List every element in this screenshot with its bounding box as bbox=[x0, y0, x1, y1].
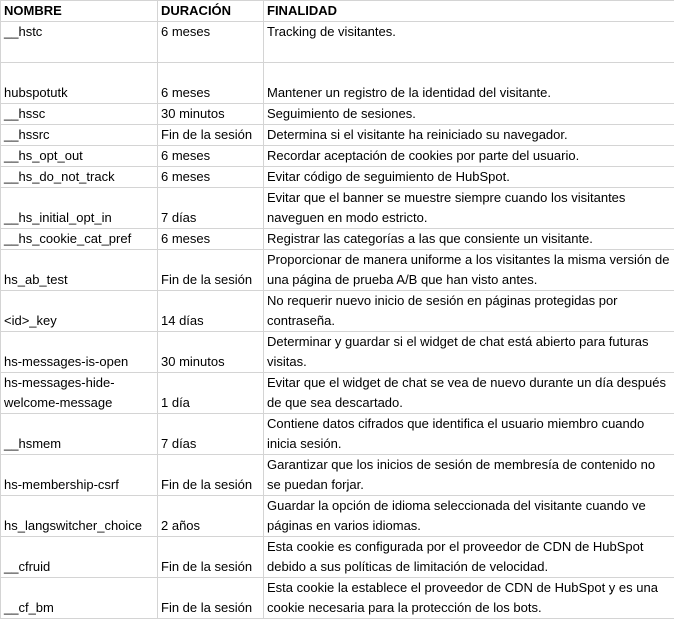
cell-purpose: Evitar que el widget de chat se vea de nuevo durante un día después de que sea descartado. bbox=[264, 373, 674, 414]
cell-duration: 14 días bbox=[158, 291, 264, 332]
cell-duration: 6 meses bbox=[158, 229, 264, 250]
table-row bbox=[1, 578, 674, 619]
cell-duration: 6 meses bbox=[158, 167, 264, 188]
table-row bbox=[1, 146, 674, 167]
cell-duration: 1 día bbox=[158, 373, 264, 414]
cell-purpose: Determina si el visitante ha reiniciado su navegador. bbox=[264, 125, 674, 146]
cell-duration: Fin de la sesión bbox=[158, 537, 264, 578]
cell-purpose: Esta cookie la establece el proveedor de CDN de HubSpot y es una cookie necesaria para la protección de los bots. bbox=[264, 578, 674, 619]
cell-name: __hssc bbox=[1, 104, 158, 125]
cell-purpose: Determinar y guardar si el widget de chat está abierto para futuras visitas. bbox=[264, 332, 674, 373]
cell-name: __hssrc bbox=[1, 125, 158, 146]
cell-duration: Fin de la sesión bbox=[158, 578, 264, 619]
cell-purpose: Tracking de visitantes. bbox=[264, 22, 674, 63]
cell-name: __hsmem bbox=[1, 414, 158, 455]
cell-purpose: Garantizar que los inicios de sesión de membresía de contenido no se puedan forjar. bbox=[264, 455, 674, 496]
table-row bbox=[1, 22, 674, 63]
cell-name: __hs_do_not_track bbox=[1, 167, 158, 188]
cell-purpose: Contiene datos cifrados que identifica el usuario miembro cuando inicia sesión. bbox=[264, 414, 674, 455]
cell-purpose: Evitar código de seguimiento de HubSpot. bbox=[264, 167, 674, 188]
table-row bbox=[1, 63, 674, 104]
cell-name: <id>_key bbox=[1, 291, 158, 332]
cell-name: __hs_cookie_cat_pref bbox=[1, 229, 158, 250]
cell-duration: Fin de la sesión bbox=[158, 455, 264, 496]
cell-duration: 6 meses bbox=[158, 63, 264, 104]
table-row bbox=[1, 373, 674, 414]
header-name: NOMBRE bbox=[1, 1, 158, 22]
cell-name: __hs_initial_opt_in bbox=[1, 188, 158, 229]
cell-duration: 30 minutos bbox=[158, 104, 264, 125]
cell-purpose: No requerir nuevo inicio de sesión en páginas protegidas por contraseña. bbox=[264, 291, 674, 332]
table-row bbox=[1, 250, 674, 291]
table-row bbox=[1, 291, 674, 332]
table-row bbox=[1, 455, 674, 496]
table-row bbox=[1, 332, 674, 373]
cell-duration: 7 días bbox=[158, 414, 264, 455]
header-purpose: FINALIDAD bbox=[264, 1, 674, 22]
cell-name: hs-messages-hide-welcome-message bbox=[1, 373, 158, 414]
table-row bbox=[1, 414, 674, 455]
table-row bbox=[1, 537, 674, 578]
cell-name: hs-membership-csrf bbox=[1, 455, 158, 496]
cell-name: hs_ab_test bbox=[1, 250, 158, 291]
header-row bbox=[1, 1, 674, 22]
cell-name: hs_langswitcher_choice bbox=[1, 496, 158, 537]
cell-duration: Fin de la sesión bbox=[158, 125, 264, 146]
cell-duration: Fin de la sesión bbox=[158, 250, 264, 291]
cell-duration: 6 meses bbox=[158, 146, 264, 167]
cell-purpose: Mantener un registro de la identidad del visitante. bbox=[264, 63, 674, 104]
cell-purpose: Registrar las categorías a las que consiente un visitante. bbox=[264, 229, 674, 250]
table-row bbox=[1, 167, 674, 188]
table-row bbox=[1, 188, 674, 229]
cell-purpose: Esta cookie es configurada por el proveedor de CDN de HubSpot debido a sus políticas de limitación de velocidad. bbox=[264, 537, 674, 578]
cell-duration: 7 días bbox=[158, 188, 264, 229]
cell-name: hubspotutk bbox=[1, 63, 158, 104]
header-duration: DURACIÓN bbox=[158, 1, 264, 22]
cell-name: hs-messages-is-open bbox=[1, 332, 158, 373]
cell-purpose: Recordar aceptación de cookies por parte del usuario. bbox=[264, 146, 674, 167]
cell-duration: 6 meses bbox=[158, 22, 264, 63]
cell-name: __hstc bbox=[1, 22, 158, 63]
cell-purpose: Guardar la opción de idioma seleccionada del visitante cuando ve páginas en varios idiomas. bbox=[264, 496, 674, 537]
table-row bbox=[1, 229, 674, 250]
cell-name: __cf_bm bbox=[1, 578, 158, 619]
cell-purpose: Evitar que el banner se muestre siempre cuando los visitantes naveguen en modo estricto. bbox=[264, 188, 674, 229]
cell-duration: 30 minutos bbox=[158, 332, 264, 373]
table-row bbox=[1, 125, 674, 146]
cell-name: __hs_opt_out bbox=[1, 146, 158, 167]
cell-purpose: Seguimiento de sesiones. bbox=[264, 104, 674, 125]
cell-name: __cfruid bbox=[1, 537, 158, 578]
table-row bbox=[1, 104, 674, 125]
table-row bbox=[1, 496, 674, 537]
cell-duration: 2 años bbox=[158, 496, 264, 537]
cell-purpose: Proporcionar de manera uniforme a los visitantes la misma versión de una página de prueba A/B que han visto antes. bbox=[264, 250, 674, 291]
